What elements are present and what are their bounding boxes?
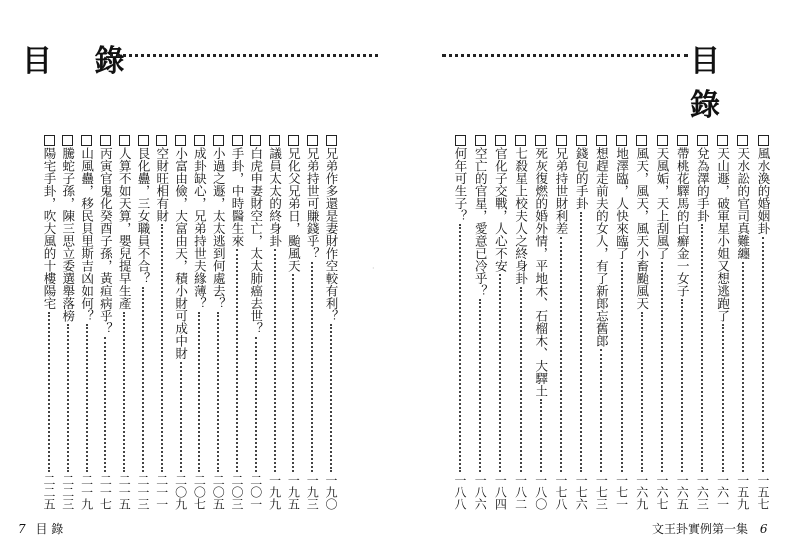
toc-entry[interactable] <box>715 135 731 510</box>
checkbox-square-icon <box>475 135 486 146</box>
toc-entry-title: 官化子交戰，人心不安 <box>493 147 509 272</box>
checkbox-square-icon <box>596 135 607 146</box>
checkbox-square-icon <box>495 135 506 146</box>
dot-leader <box>681 299 683 472</box>
left-page-title: 目 錄 <box>22 44 141 79</box>
checkbox-square-icon <box>758 135 769 146</box>
toc-entry-title: 帶桃花驛馬的白癬金一女子 <box>675 147 691 297</box>
toc-entry-page: 二〇三 <box>230 474 244 510</box>
toc-entry[interactable] <box>79 135 95 510</box>
dot-leader <box>479 299 481 472</box>
toc-entry-title: 白虎申妻財空亡，太太肺癌去世？ <box>248 147 264 335</box>
toc-entry[interactable] <box>452 135 468 510</box>
toc-entry-page: 一六一 <box>715 474 730 510</box>
toc-entry-title: 錢包的手卦 <box>574 147 590 210</box>
toc-entry[interactable] <box>285 135 301 510</box>
toc-entry-page: 二二三 <box>60 474 75 510</box>
dot-leader <box>742 262 744 473</box>
toc-entry[interactable] <box>694 135 710 510</box>
toc-entry[interactable] <box>654 135 670 510</box>
toc-entry[interactable] <box>41 135 57 510</box>
toc-entry-page: 一九五 <box>286 474 301 510</box>
dot-leader <box>661 262 663 473</box>
toc-entry-title: 兄弟作多還是妻財作空較有利？ <box>324 147 339 322</box>
toc-entry-title: 天山遯，破軍星小姐又想逃跑了 <box>715 147 731 322</box>
toc-entry-title: 兄化父兄弟日，颱風天 <box>286 147 302 272</box>
toc-entry-title: 空亡的官星，愛意已冷乎？ <box>473 147 489 297</box>
toc-entry-title: 何年可生子？ <box>453 147 468 222</box>
dot-leader <box>580 212 582 473</box>
right-page-title: 目 錄 <box>690 44 736 123</box>
toc-entry-page: 一八六 <box>473 474 488 510</box>
checkbox-square-icon <box>657 135 668 146</box>
toc-entry[interactable] <box>154 135 170 510</box>
page-number: 7 <box>18 522 26 536</box>
toc-entry[interactable] <box>735 135 751 510</box>
dot-leader <box>560 237 562 473</box>
checkbox-square-icon <box>576 135 587 146</box>
dot-leader <box>161 224 163 472</box>
title-rule <box>442 54 688 57</box>
dot-leader <box>762 237 764 473</box>
toc-entry-title: 七殺星上校夫人之終身卦 <box>513 147 529 285</box>
checkbox-square-icon <box>269 135 280 146</box>
checkbox-square-icon <box>515 135 526 146</box>
toc-entry-title: 丙寅官鬼化癸酉子孫，黃疸病乎？ <box>98 147 114 335</box>
toc-entry-page: 二一三 <box>136 474 150 510</box>
dot-leader <box>621 262 623 473</box>
toc-entry-page: 一六五 <box>675 474 690 510</box>
toc-entry-page: 一九〇 <box>324 474 338 510</box>
toc-entry[interactable] <box>573 135 589 510</box>
dot-leader <box>330 324 332 472</box>
dot-leader <box>540 399 542 472</box>
checkbox-square-icon <box>288 135 299 146</box>
dot-leader <box>48 312 50 473</box>
checkbox-square-icon <box>455 135 466 146</box>
running-head: 目 錄 <box>35 522 64 536</box>
checkbox-square-icon <box>616 135 627 146</box>
toc-entry[interactable] <box>116 135 132 510</box>
toc-entry-title: 死灰復燃的婚外情，平地木、石榴木、大驛土 <box>533 147 549 397</box>
dot-leader <box>311 262 313 473</box>
toc-entry-title: 小富由儉，大富由天，積小財可成中財 <box>173 147 189 360</box>
toc-entry-title: 兄弟持世財利差 <box>554 147 569 235</box>
checkbox-square-icon <box>138 135 149 146</box>
toc-entry-page: 一七一 <box>614 474 629 510</box>
toc-entry-title: 空財旺相有財 <box>154 147 170 222</box>
toc-entry-page: 一八二 <box>513 474 528 510</box>
toc-entry-page: 一七三 <box>594 474 609 510</box>
toc-entry-title: 陽宅手卦，吹大風的十樓陽宅 <box>42 147 57 310</box>
toc-entry-page: 一九三 <box>305 474 320 510</box>
scan-mark: · <box>372 264 375 273</box>
toc-entry-title: 人算不如天算，嬰兒提早生產 <box>117 147 133 310</box>
checkbox-square-icon <box>194 135 205 146</box>
dot-leader <box>86 324 88 472</box>
checkbox-square-icon <box>213 135 224 146</box>
toc-entry-page: 一八八 <box>453 474 467 510</box>
checkbox-square-icon <box>100 135 111 146</box>
toc-entry-title: 地澤臨，人快來臨了 <box>614 147 630 260</box>
checkbox-square-icon <box>44 135 55 146</box>
toc-entry-page: 二二五 <box>42 474 56 510</box>
toc-entry-page: 一六九 <box>634 474 649 510</box>
left-footer <box>18 520 63 537</box>
checkbox-square-icon <box>307 135 318 146</box>
toc-entry-page: 一六七 <box>655 474 669 510</box>
checkbox-square-icon <box>737 135 748 146</box>
toc-entry[interactable] <box>533 135 549 510</box>
toc-entry-page: 一五九 <box>735 474 750 510</box>
toc-entry-page: 二一一 <box>154 474 169 510</box>
toc-entry[interactable] <box>210 135 226 510</box>
checkbox-square-icon <box>62 135 73 146</box>
toc-entry-page: 二〇九 <box>173 474 188 510</box>
dot-leader <box>123 312 125 473</box>
toc-entry-title: 議員太太的終身卦 <box>267 147 283 247</box>
dot-leader <box>104 337 106 473</box>
toc-entry-title: 風水渙的婚姻卦 <box>756 147 771 235</box>
toc-entry-page: 一七八 <box>554 474 568 510</box>
toc-entry[interactable] <box>304 135 320 510</box>
toc-entry[interactable] <box>553 135 569 510</box>
toc-entry[interactable] <box>135 135 151 510</box>
dot-leader <box>292 274 294 472</box>
dot-leader <box>67 324 69 472</box>
dot-leader <box>499 274 501 472</box>
toc-entry[interactable] <box>60 135 76 510</box>
checkbox-square-icon <box>326 135 337 146</box>
dot-leader <box>217 312 219 473</box>
toc-entry-page: 二一七 <box>98 474 113 510</box>
dot-leader <box>274 249 276 472</box>
toc-entry[interactable] <box>674 135 690 510</box>
checkbox-square-icon <box>156 135 167 146</box>
dot-leader <box>198 312 200 473</box>
toc-entry-title: 手卦，中時醫生來 <box>230 147 245 247</box>
checkbox-square-icon <box>556 135 567 146</box>
checkbox-square-icon <box>232 135 243 146</box>
checkbox-square-icon <box>636 135 647 146</box>
dot-leader <box>600 349 602 472</box>
dot-leader <box>236 249 238 472</box>
toc-entry-title: 風天，風天，風天小畜颱風天 <box>634 147 650 310</box>
toc-entry-page: 一八〇 <box>533 474 548 510</box>
toc-entry-page: 一六三 <box>695 474 710 510</box>
checkbox-square-icon <box>717 135 728 146</box>
checkbox-square-icon <box>250 135 261 146</box>
running-head: 文王卦實例第一集 <box>652 522 749 536</box>
toc-entry[interactable] <box>634 135 650 510</box>
toc-entry-page: 二一五 <box>117 474 132 510</box>
toc-entry[interactable] <box>173 135 189 510</box>
dot-leader <box>701 224 703 472</box>
toc-entry-title: 兌為澤的手卦 <box>695 147 711 222</box>
toc-entry[interactable] <box>755 135 771 510</box>
toc-entry-page: 二一九 <box>79 474 94 510</box>
toc-entry-page: 一七六 <box>574 474 589 510</box>
dot-leader <box>459 224 461 472</box>
toc-entry-page: 二〇七 <box>192 474 207 510</box>
dot-leader <box>722 324 724 472</box>
toc-entry-title: 山風蠱，移民貝里斯吉凶如何？ <box>79 147 95 322</box>
toc-entry-page: 二〇一 <box>248 474 263 510</box>
toc-entry[interactable] <box>614 135 630 510</box>
toc-entry[interactable] <box>323 135 339 510</box>
toc-entry-page: 一五七 <box>756 474 770 510</box>
dot-leader <box>520 287 522 473</box>
checkbox-square-icon <box>697 135 708 146</box>
toc-entry[interactable] <box>229 135 245 510</box>
dot-leader <box>142 287 144 473</box>
right-footer <box>652 520 767 537</box>
dot-leader <box>255 337 257 473</box>
dot-leader <box>180 362 182 473</box>
toc-entry[interactable] <box>492 135 508 510</box>
toc-entry[interactable] <box>191 135 207 510</box>
toc-entry-page: 一九九 <box>267 474 282 510</box>
toc-entry[interactable] <box>248 135 264 510</box>
toc-entry[interactable] <box>472 135 488 510</box>
checkbox-square-icon <box>535 135 546 146</box>
toc-entry[interactable] <box>593 135 609 510</box>
toc-entry-title: 天風姤，天上刮風了 <box>655 147 670 260</box>
toc-entry-title: 艮化蠱，三女職員不合？ <box>136 147 151 285</box>
toc-entry-title: 騰蛇子孫，陳三思立委選舉落榜 <box>60 147 76 322</box>
toc-entry[interactable] <box>97 135 113 510</box>
title-rule <box>110 54 378 57</box>
checkbox-square-icon <box>175 135 186 146</box>
toc-entry-title: 兄弟持世可賺錢乎？ <box>305 147 321 260</box>
toc-entry-title: 想趕走前夫的女人，有了新郎忘舊郎 <box>594 147 610 347</box>
toc-entry-page: 一八四 <box>493 474 508 510</box>
checkbox-square-icon <box>119 135 130 146</box>
page-number: 6 <box>759 522 768 536</box>
toc-entry-title: 小過之遯，太太逃到何處去？ <box>211 147 227 310</box>
toc-entry[interactable] <box>513 135 529 510</box>
checkbox-square-icon <box>677 135 688 146</box>
dot-leader <box>641 312 643 473</box>
toc-entry-page: 二〇五 <box>211 474 226 510</box>
toc-entry-title: 天水訟的官司真難纏 <box>735 147 751 260</box>
checkbox-square-icon <box>81 135 92 146</box>
toc-entry[interactable] <box>267 135 283 510</box>
toc-entry-title: 成卦缺心，兄弟持世夫緣薄？ <box>192 147 208 310</box>
